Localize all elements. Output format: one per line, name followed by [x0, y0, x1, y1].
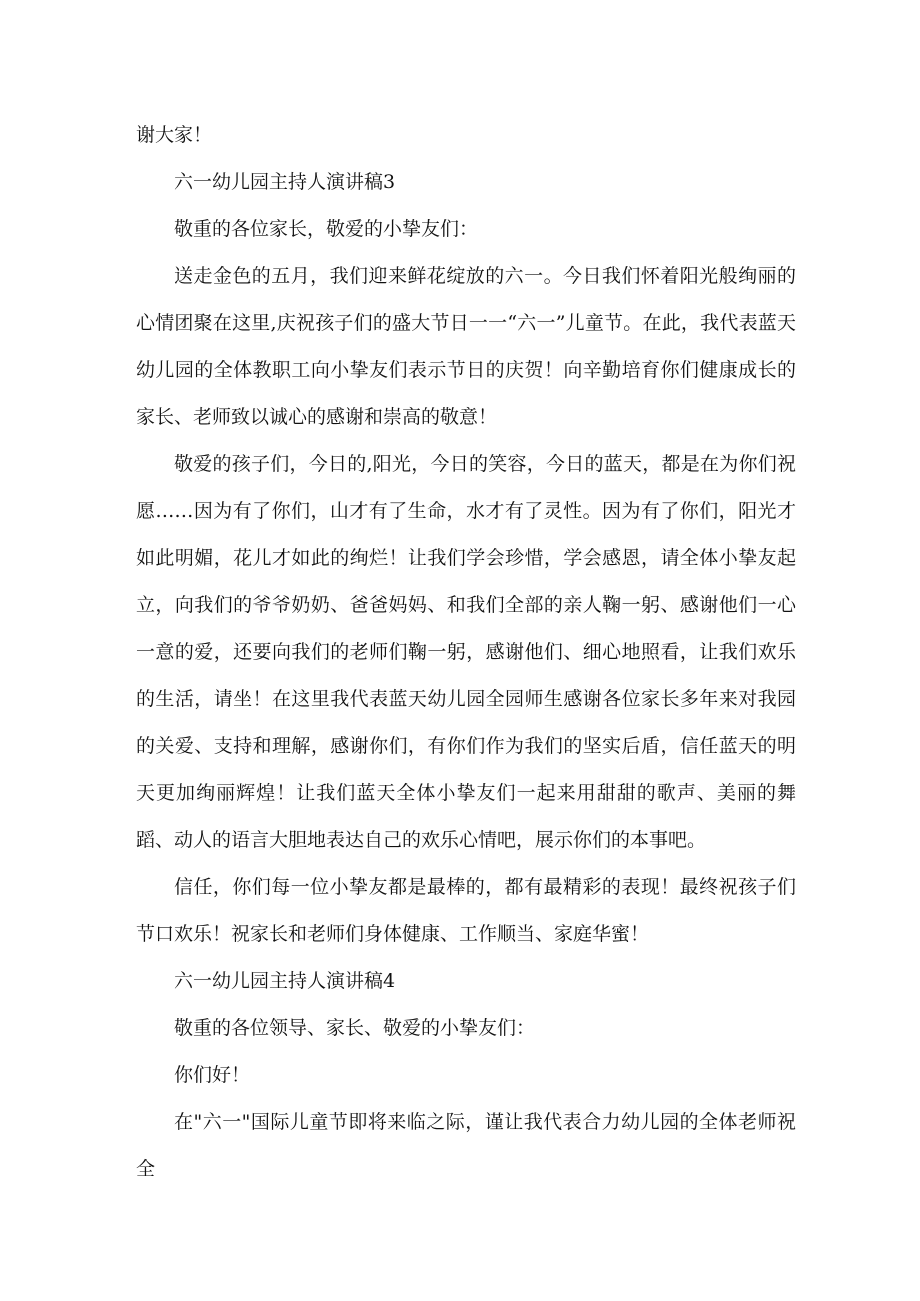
speech-3-paragraph-1: 送走金色的五月，我们迎来鲜花绽放的六一。今日我们怀着阳光般绚丽的心情团聚在这里,庆祝孩子们的盛大节日一一“六一”儿童节。在此，我代表蓝天幼儿园的全体教职工向小挚友们表示节日的庆贺！向辛勤培育你们健康成长的家长、老师致以诚心的感谢和崇高的敬意！ — [136, 265, 796, 428]
speech-3-title: 六一幼儿园主持人演讲稿3 — [174, 171, 396, 193]
speech-4-paragraph-1: 在"六一"国际儿童节即将来临之际，谨让我代表合力幼儿园的全体老师祝全 — [136, 1111, 796, 1180]
speech-3-paragraph-2: 敬爱的孩子们，今日的,阳光，今日的笑容，今日的蓝天，都是在为你们祝愿……因为有了你们，山才有了生命，水才有了灵性。因为有了你们，阳光才如此明媚，花儿才如此的绚烂！让我们学会珍惜，学会感恩，请全体小挚友起立，向我们的爷爷奶奶、爸爸妈妈、和我们全部的亲人鞠一躬、感谢他们一心一意的爱，还要向我们的老师们鞠一躬，感谢他们、细心地照看，让我们欢乐的生活，请坐！在这里我代表蓝天幼儿园全园师生感谢各位家长多年来对我园的关爱、支持和理解，感谢你们，有你们作为我们的坚实后盾，信任蓝天的明天更加绚丽辉煌！让我们蓝天全体小挚友们一起来用甜甜的歌声、美丽的舞蹈、动人的语言大胆地表达自己的欢乐心情吧，展示你们的本事吧。 — [136, 453, 796, 851]
speech-4-title: 六一幼儿园主持人演讲稿4 — [174, 970, 396, 992]
speech-4-greeting: 你们好！ — [174, 1064, 251, 1086]
speech-3-salutation: 敬重的各位家长，敬爱的小挚友们： — [174, 218, 479, 240]
speech-4-salutation: 敬重的各位领导、家长、敬爱的小挚友们： — [174, 1017, 536, 1039]
document-body — [136, 112, 796, 1193]
closing-thanks: 谢大家！ — [136, 124, 213, 146]
speech-3-paragraph-3: 信任，你们每一位小挚友都是最棒的，都有最精彩的表现！最终祝孩子们节口欢乐！祝家长和老师们身体健康、工作顺当、家庭华蜜！ — [136, 876, 796, 945]
